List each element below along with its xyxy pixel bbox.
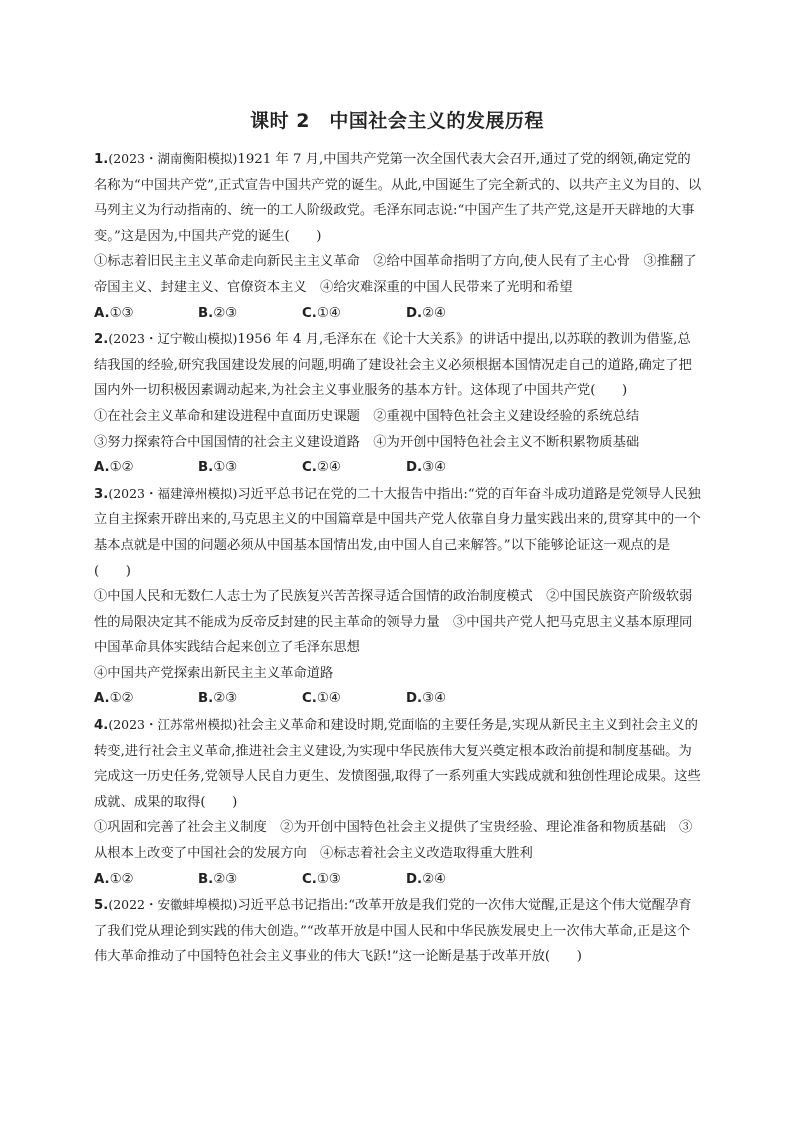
question-stem: 习近平总书记指出:“改革开放是我们党的一次伟大觉醒,正是这个伟大觉醒孕育了我们党从理论到实践的伟大创造。”“改革开放是中国人民和中华民族发展史上一次伟大革命,正是这个伟大革命推动了中国特色社会主义事业的伟大飞跃!”这一论断是基于改革开放( ): [94, 898, 692, 965]
answer-choice: [94, 301, 198, 327]
choice-text: ①②: [109, 871, 134, 887]
choice-label: D.: [406, 460, 423, 476]
question-number: 1.: [94, 152, 109, 167]
choice-text: ①②: [109, 460, 134, 476]
choice-text: ②④: [422, 871, 446, 887]
answer-choice: [198, 686, 302, 712]
choice-label: A.: [94, 460, 110, 476]
answer-choice: [94, 686, 198, 712]
option-statements: ①中国人民和无数仁人志士为了民族复兴苦苦探寻适合国情的政治制度模式 ②中国民族资产阶级软弱性的局限决定其不能成为反帝反封建的民主革命的领导力量 ③中国共产党人把马克思主义基本原理同中国革命具体实践结合起来创立了毛泽东思想: [94, 589, 693, 656]
choice-text: ②④: [422, 305, 446, 321]
choice-text: ①③: [316, 871, 341, 887]
question-number: 3.: [94, 486, 109, 502]
question-stem: 习近平总书记在党的二十大报告中指出:“党的百年奋斗成功道路是党领导人民独立自主探索开辟出来的,马克思主义的中国篇章是中国共产党人依靠自身力量实践出来的,贯穿其中的一个基本点就是中国的问题必须从中国基本国情出发,由中国人自己来解答。”以下能够论证这一观点的是( ): [94, 486, 701, 579]
answer-choice: [302, 686, 406, 712]
choice-label: C.: [302, 305, 317, 321]
question-source: (2023・湖南衡阳模拟): [108, 151, 238, 166]
question-stem-line: [94, 146, 702, 249]
question-number: 4.: [94, 718, 109, 734]
answer-choice: [94, 867, 198, 893]
choice-label: B.: [198, 691, 214, 707]
option-statements: ③努力探索符合中国国情的社会主义建设道路 ④为开创中国特色社会主义不断积累物质基础: [94, 434, 640, 450]
option-statements: ④中国共产党探索出新民主主义革命道路: [94, 665, 334, 681]
page-title: 课时 2 中国社会主义的发展历程: [250, 110, 544, 132]
option-statements: ①巩固和完善了社会主义制度 ②为开创中国特色社会主义提供了宝贵经验、理论准备和物质基础 ③从根本上改变了中国社会的发展方向 ④标志着社会主义改造取得重大胜利: [94, 820, 693, 862]
option-statements: ①标志着旧民主主义革命走向新民主主义革命 ②给中国革命指明了方向,使人民有了主心骨 ③推翻了帝国主义、封建主义、官僚资本主义 ④给灾难深重的中国人民带来了光明和希望: [94, 254, 697, 295]
answer-choice: [198, 455, 302, 481]
question-block: [94, 146, 702, 326]
question-stem: 1921 年 7 月,中国共产党第一次全国代表大会召开,通过了党的纲领,确定党的名称为“中国共产党”,正式宣告中国共产党的诞生。从此,中国诞生了完全新式的、以共产主义为目的、以马列主义为行动指南的、统一的工人阶级政党。毛泽东同志说:“中国产生了共产党,这是开天辟地的大事变。”这是因为,中国共产党的诞生( ): [94, 152, 702, 244]
answer-choice: [302, 301, 406, 327]
answer-choice: [406, 455, 510, 481]
choice-label: D.: [406, 305, 423, 321]
answer-choice: [302, 455, 406, 481]
choice-label: A.: [94, 871, 110, 887]
choice-text: ①④: [316, 691, 341, 707]
choice-text: ②③: [213, 305, 238, 321]
answer-choice: [302, 867, 406, 893]
question-stem-line: [94, 892, 702, 970]
question-block: [94, 712, 702, 892]
question-source: (2023・福建漳州模拟): [108, 485, 238, 501]
choice-label: B.: [198, 871, 214, 887]
choice-text: ②③: [213, 691, 238, 707]
choice-text: ②③: [213, 871, 238, 887]
choice-label: B.: [198, 460, 214, 476]
choice-text: ①④: [316, 305, 341, 321]
question-source: (2023・辽宁鞍山模拟): [108, 331, 238, 347]
answer-choices: [94, 455, 702, 481]
choice-label: C.: [302, 460, 317, 476]
question-number: 5.: [94, 898, 109, 914]
question-block: [94, 326, 702, 481]
question-stem-line: [94, 712, 702, 815]
question-stem-line: [94, 326, 702, 404]
choice-label: A.: [94, 691, 110, 707]
answer-choice: [198, 301, 302, 327]
answer-choices: [94, 867, 702, 893]
choice-text: ①②: [109, 691, 134, 707]
answer-choice: [406, 686, 510, 712]
choice-text: ①③: [213, 460, 238, 476]
choice-label: C.: [302, 691, 317, 707]
answer-choice: [94, 455, 198, 481]
answer-choices: [94, 301, 702, 327]
answer-choice: [406, 867, 510, 893]
choice-label: D.: [406, 691, 423, 707]
choice-text: ③④: [422, 691, 446, 707]
choice-label: D.: [406, 871, 423, 887]
question-block: [94, 892, 702, 970]
question-block: [94, 481, 702, 712]
question-stem: 1956 年 4 月,毛泽东在《论十大关系》的讲话中提出,以苏联的教训为借鉴,总结我国的经验,研究我国建设发展的问题,明确了建设社会主义必须根据本国情况走自己的道路,确定了把国内外一切积极因素调动起来,为社会主义事业服务的基本方针。这体现了中国共产党( ): [94, 332, 692, 399]
option-statements: ①在社会主义革命和建设进程中直面历史课题 ②重视中国特色社会主义建设经验的系统总结: [94, 408, 640, 424]
choice-text: ③④: [422, 460, 446, 476]
question-stem-line: [94, 481, 702, 584]
choice-label: A.: [94, 305, 110, 321]
question-source: (2022・安徽蚌埠模拟): [108, 897, 238, 913]
question-number: 2.: [94, 332, 109, 348]
choice-text: ①③: [109, 305, 134, 321]
answer-choice: [198, 867, 302, 893]
question-list: [94, 146, 702, 970]
choice-text: ②④: [316, 460, 341, 476]
question-stem: 社会主义革命和建设时期,党面临的主要任务是,实现从新民主主义到社会主义的转变,进行社会主义革命,推进社会主义建设,为实现中华民族伟大复兴奠定根本政治前提和制度基础。为完成这一历史任务,党领导人民自力更生、发愤图强,取得了一系列重大实践成就和独创性理论成果。这些成就、成果的取得( ): [94, 718, 701, 810]
answer-choices: [94, 686, 702, 712]
answer-choice: [406, 301, 510, 327]
choice-label: B.: [198, 305, 214, 321]
choice-label: C.: [302, 871, 317, 887]
question-source: (2023・江苏常州模拟): [108, 717, 238, 733]
